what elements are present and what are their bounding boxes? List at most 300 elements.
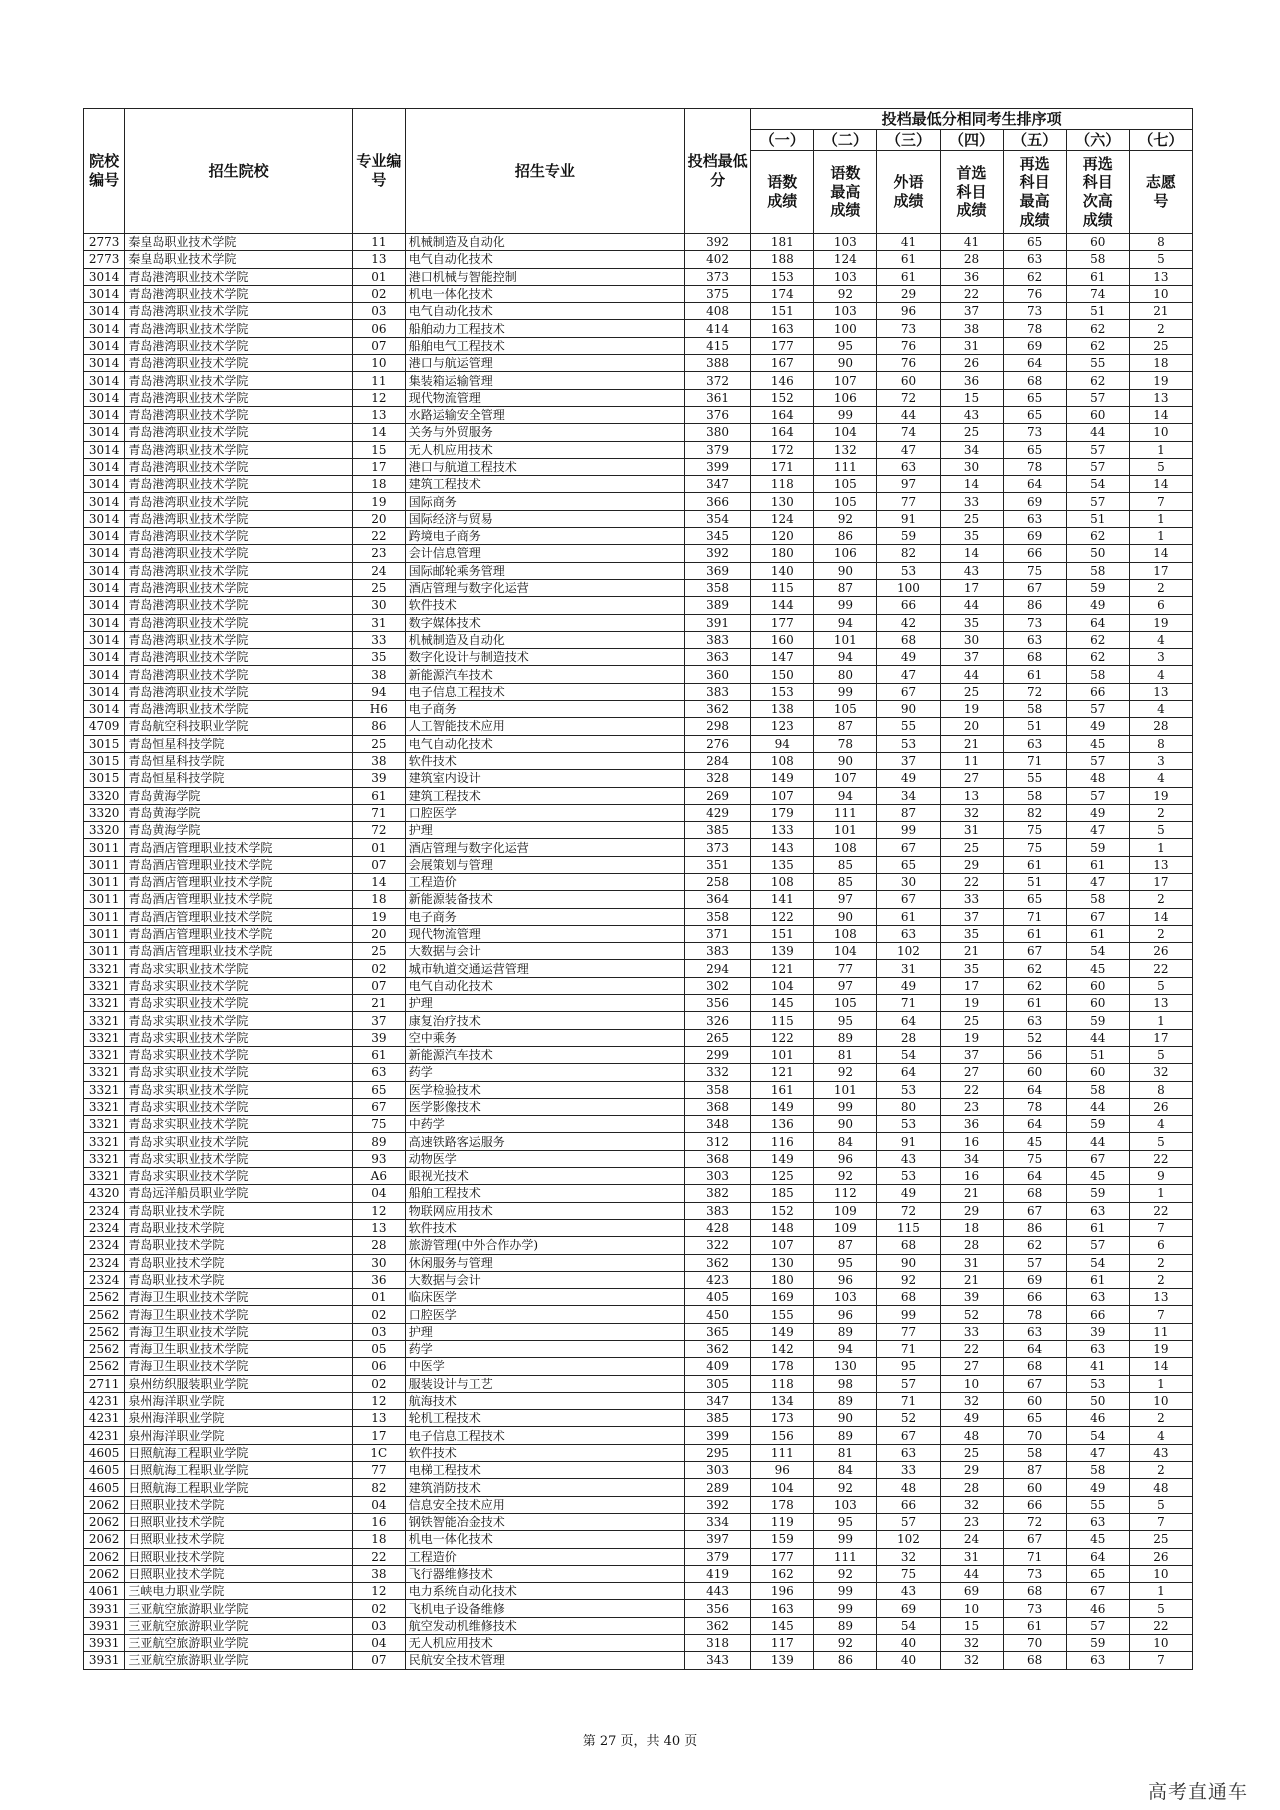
table-cell: 159: [751, 1531, 814, 1548]
table-cell: 机电一体化技术: [405, 1531, 684, 1548]
table-cell: 44: [877, 406, 940, 423]
table-cell: 419: [685, 1565, 751, 1582]
table-cell: 10: [352, 355, 405, 372]
table-cell: 99: [814, 1583, 877, 1600]
table-cell: 63: [1003, 251, 1066, 268]
table-cell: 20: [352, 925, 405, 942]
table-cell: 75: [1003, 562, 1066, 579]
table-cell: 96: [814, 1271, 877, 1288]
table-cell: 青岛港湾职业技术学院: [125, 441, 353, 458]
table-cell: 01: [352, 1289, 405, 1306]
table-cell: 58: [1066, 562, 1129, 579]
table-cell: 105: [814, 701, 877, 718]
table-cell: 64: [1003, 1341, 1066, 1358]
table-cell: 日照职业技术学院: [125, 1513, 353, 1530]
table-cell: 67: [1066, 908, 1129, 925]
table-cell: 54: [877, 1046, 940, 1063]
table-cell: 22: [1129, 1202, 1192, 1219]
table-cell: 63: [1066, 1652, 1129, 1669]
table-cell: 高速铁路客运服务: [405, 1133, 684, 1150]
table-cell: 49: [1066, 804, 1129, 821]
table-cell: 青岛求实职业技术学院: [125, 1150, 353, 1167]
table-cell: 36: [940, 268, 1003, 285]
table-cell: 19: [940, 1029, 1003, 1046]
table-cell: 53: [877, 562, 940, 579]
table-cell: 328: [685, 770, 751, 787]
table-cell: 62: [1003, 1237, 1066, 1254]
table-cell: 电子信息工程技术: [405, 683, 684, 700]
table-cell: 11: [1129, 1323, 1192, 1340]
table-cell: 60: [1066, 1064, 1129, 1081]
table-cell: 软件技术: [405, 1219, 684, 1236]
table-cell: 104: [814, 943, 877, 960]
table-cell: 383: [685, 943, 751, 960]
table-cell: 71: [1003, 752, 1066, 769]
table-cell: 72: [1003, 1513, 1066, 1530]
table-cell: 169: [751, 1289, 814, 1306]
table-cell: 72: [877, 1202, 940, 1219]
table-cell: 289: [685, 1479, 751, 1496]
table-cell: 58: [1003, 1444, 1066, 1461]
table-row: [84, 735, 1193, 752]
table-cell: 17: [1129, 873, 1192, 890]
table-row: [84, 1479, 1193, 1496]
table-cell: 青岛酒店管理职业技术学院: [125, 856, 353, 873]
table-cell: 1: [1129, 1375, 1192, 1392]
table-cell: 青岛港湾职业技术学院: [125, 406, 353, 423]
table-row: [84, 1133, 1193, 1150]
table-cell: 48: [877, 1479, 940, 1496]
table-cell: 护理: [405, 995, 684, 1012]
table-cell: 75: [877, 1565, 940, 1582]
table-row: [84, 1375, 1193, 1392]
table-cell: 89: [814, 1617, 877, 1634]
table-cell: 86: [1003, 1219, 1066, 1236]
table-cell: 19: [940, 995, 1003, 1012]
table-cell: 46: [1066, 1410, 1129, 1427]
table-cell: 日照航海工程职业学院: [125, 1444, 353, 1461]
table-cell: 322: [685, 1237, 751, 1254]
table-cell: 57: [877, 1375, 940, 1392]
table-row: [84, 1046, 1193, 1063]
table-cell: 3931: [84, 1635, 125, 1652]
table-cell: 3011: [84, 891, 125, 908]
table-cell: 服装设计与工艺: [405, 1375, 684, 1392]
table-cell: 98: [814, 1375, 877, 1392]
table-cell: 95: [814, 1012, 877, 1029]
table-cell: 67: [1066, 1150, 1129, 1167]
table-cell: 108: [751, 752, 814, 769]
table-body: [84, 234, 1193, 1670]
table-cell: 391: [685, 614, 751, 631]
table-cell: 61: [1066, 1271, 1129, 1288]
table-cell: 161: [751, 1081, 814, 1098]
table-cell: 69: [1003, 528, 1066, 545]
table-cell: 92: [877, 1271, 940, 1288]
table-cell: 3321: [84, 1116, 125, 1133]
table-cell: 25: [352, 735, 405, 752]
table-cell: 69: [940, 1583, 1003, 1600]
table-cell: 28: [940, 251, 1003, 268]
table-cell: 航空发动机维修技术: [405, 1617, 684, 1634]
table-cell: 青岛港湾职业技术学院: [125, 337, 353, 354]
table-row: [84, 251, 1193, 268]
table-cell: 53: [1066, 1375, 1129, 1392]
table-cell: 14: [940, 476, 1003, 493]
table-cell: 02: [352, 1375, 405, 1392]
table-cell: 21: [1129, 303, 1192, 320]
table-cell: 162: [751, 1565, 814, 1582]
table-cell: 13: [940, 787, 1003, 804]
table-row: [84, 1254, 1193, 1271]
table-cell: 103: [814, 303, 877, 320]
table-cell: 177: [751, 1548, 814, 1565]
table-cell: 4061: [84, 1583, 125, 1600]
table-cell: 3321: [84, 1046, 125, 1063]
table-cell: 3015: [84, 752, 125, 769]
table-cell: 57: [1003, 1254, 1066, 1271]
table-cell: 21: [940, 735, 1003, 752]
table-cell: 3014: [84, 372, 125, 389]
table-cell: 67: [1066, 1583, 1129, 1600]
table-cell: 护理: [405, 1323, 684, 1340]
header-sub-num: （四）: [940, 130, 1003, 151]
table-cell: 57: [1066, 1617, 1129, 1634]
table-cell: 298: [685, 718, 751, 735]
table-row: [84, 1548, 1193, 1565]
table-cell: 25: [940, 424, 1003, 441]
table-cell: 429: [685, 804, 751, 821]
table-cell: 348: [685, 1116, 751, 1133]
table-cell: 飞行器维修技术: [405, 1565, 684, 1582]
table-cell: 143: [751, 839, 814, 856]
table-cell: 02: [352, 1600, 405, 1617]
table-cell: 86: [1003, 597, 1066, 614]
table-cell: 会计信息管理: [405, 545, 684, 562]
table-cell: 96: [877, 303, 940, 320]
table-cell: 22: [940, 285, 1003, 302]
table-cell: 80: [814, 666, 877, 683]
header-sub-label: 外语成绩: [877, 151, 940, 234]
table-row: [84, 977, 1193, 994]
table-cell: 01: [352, 268, 405, 285]
header-sub-label: 首选科目成绩: [940, 151, 1003, 234]
table-cell: 青岛黄海学院: [125, 804, 353, 821]
table-cell: 379: [685, 1548, 751, 1565]
table-row: [84, 873, 1193, 890]
table-cell: 177: [751, 337, 814, 354]
table-cell: 37: [877, 752, 940, 769]
table-cell: 3931: [84, 1617, 125, 1634]
table-cell: 64: [1003, 1168, 1066, 1185]
table-cell: 51: [1003, 718, 1066, 735]
table-cell: 40: [877, 1635, 940, 1652]
table-cell: 44: [940, 1565, 1003, 1582]
table-cell: 361: [685, 389, 751, 406]
table-cell: 77: [814, 960, 877, 977]
table-cell: 68: [1003, 1652, 1066, 1669]
table-cell: 117: [751, 1635, 814, 1652]
table-cell: 94: [814, 649, 877, 666]
table-cell: 28: [352, 1237, 405, 1254]
table-cell: 5: [1129, 977, 1192, 994]
table-cell: 185: [751, 1185, 814, 1202]
table-cell: 65: [1003, 389, 1066, 406]
table-cell: 青岛港湾职业技术学院: [125, 614, 353, 631]
table-cell: 139: [751, 943, 814, 960]
table-cell: 65: [1003, 1410, 1066, 1427]
table-cell: 28: [940, 1479, 1003, 1496]
table-cell: 61: [1003, 925, 1066, 942]
table-cell: 4605: [84, 1462, 125, 1479]
table-cell: 67: [877, 1427, 940, 1444]
table-cell: 90: [814, 752, 877, 769]
table-cell: 409: [685, 1358, 751, 1375]
table-cell: 99: [814, 597, 877, 614]
table-cell: 航海技术: [405, 1392, 684, 1409]
table-cell: 415: [685, 337, 751, 354]
table-cell: 3321: [84, 1150, 125, 1167]
table-cell: 75: [1003, 839, 1066, 856]
table-cell: 青岛恒星科技学院: [125, 770, 353, 787]
table-cell: 41: [1066, 1358, 1129, 1375]
table-cell: 39: [940, 1289, 1003, 1306]
table-cell: 180: [751, 545, 814, 562]
table-cell: 73: [877, 320, 940, 337]
table-row: [84, 1531, 1193, 1548]
table-cell: 7: [1129, 1652, 1192, 1669]
table-cell: 日照航海工程职业学院: [125, 1462, 353, 1479]
table-cell: 3014: [84, 562, 125, 579]
table-cell: 142: [751, 1341, 814, 1358]
table-cell: 389: [685, 597, 751, 614]
table-cell: 100: [877, 579, 940, 596]
table-cell: 43: [877, 1583, 940, 1600]
table-cell: 电子商务: [405, 701, 684, 718]
table-cell: 青岛职业技术学院: [125, 1271, 353, 1288]
table-cell: 120: [751, 528, 814, 545]
table-cell: 集装箱运输管理: [405, 372, 684, 389]
table-row: [84, 1271, 1193, 1288]
table-cell: 58: [1066, 891, 1129, 908]
table-cell: 81: [814, 1444, 877, 1461]
table-cell: 旅游管理(中外合作办学): [405, 1237, 684, 1254]
table-cell: 3320: [84, 822, 125, 839]
table-cell: 青岛港湾职业技术学院: [125, 597, 353, 614]
table-cell: 三峡电力职业学院: [125, 1583, 353, 1600]
table-cell: 现代物流管理: [405, 389, 684, 406]
table-row: [84, 995, 1193, 1012]
table-cell: 178: [751, 1358, 814, 1375]
table-cell: 秦皇岛职业技术学院: [125, 234, 353, 251]
table-cell: 29: [940, 856, 1003, 873]
table-cell: 建筑工程技术: [405, 476, 684, 493]
table-cell: 63: [1003, 735, 1066, 752]
table-cell: 358: [685, 908, 751, 925]
table-cell: 121: [751, 960, 814, 977]
table-cell: 64: [1066, 614, 1129, 631]
table-row: [84, 891, 1193, 908]
table-cell: 3014: [84, 424, 125, 441]
table-cell: 399: [685, 1427, 751, 1444]
table-cell: 385: [685, 822, 751, 839]
table-cell: 19: [352, 493, 405, 510]
table-cell: 71: [877, 995, 940, 1012]
table-cell: 73: [1003, 1600, 1066, 1617]
table-cell: 3014: [84, 337, 125, 354]
table-cell: 111: [814, 804, 877, 821]
header-tiebreak-group: 投档最低分相同考生排序项: [751, 109, 1193, 130]
table-cell: 388: [685, 355, 751, 372]
table-cell: 76: [877, 355, 940, 372]
table-cell: 53: [877, 1081, 940, 1098]
table-cell: 59: [1066, 1635, 1129, 1652]
table-cell: 27: [940, 1064, 1003, 1081]
table-cell: 2: [1129, 579, 1192, 596]
table-cell: 23: [940, 1098, 1003, 1115]
table-row: [84, 1652, 1193, 1669]
table-cell: 93: [352, 1150, 405, 1167]
table-row: [84, 1219, 1193, 1236]
table-cell: 07: [352, 1652, 405, 1669]
table-cell: 16: [940, 1168, 1003, 1185]
table-cell: 100: [814, 320, 877, 337]
table-cell: 171: [751, 458, 814, 475]
table-cell: 65: [1003, 406, 1066, 423]
table-cell: 49: [877, 649, 940, 666]
header-sub-label: 志愿号: [1129, 151, 1192, 234]
table-cell: 青岛航空科技职业学院: [125, 718, 353, 735]
table-cell: 66: [877, 1496, 940, 1513]
table-cell: 356: [685, 1600, 751, 1617]
table-cell: 84: [814, 1133, 877, 1150]
table-cell: 眼视光技术: [405, 1168, 684, 1185]
table-cell: 87: [1003, 1462, 1066, 1479]
table-cell: 青岛酒店管理职业技术学院: [125, 873, 353, 890]
table-cell: 青海卫生职业技术学院: [125, 1323, 353, 1340]
table-cell: 60: [1066, 995, 1129, 1012]
table-cell: 3321: [84, 977, 125, 994]
table-row: [84, 597, 1193, 614]
table-cell: 1C: [352, 1444, 405, 1461]
table-cell: 376: [685, 406, 751, 423]
table-cell: 90: [814, 908, 877, 925]
table-cell: 药学: [405, 1341, 684, 1358]
table-cell: 27: [940, 1358, 1003, 1375]
table-cell: 63: [1003, 510, 1066, 527]
table-cell: 青岛港湾职业技术学院: [125, 701, 353, 718]
table-cell: 60: [877, 372, 940, 389]
table-row: [84, 1358, 1193, 1375]
table-cell: 电子商务: [405, 908, 684, 925]
table-cell: 108: [814, 925, 877, 942]
table-cell: 无人机应用技术: [405, 441, 684, 458]
table-cell: 21: [940, 1271, 1003, 1288]
table-cell: 14: [1129, 476, 1192, 493]
table-row: [84, 337, 1193, 354]
table-cell: 104: [814, 424, 877, 441]
table-cell: 87: [877, 804, 940, 821]
table-cell: 140: [751, 562, 814, 579]
table-cell: 177: [751, 614, 814, 631]
table-cell: 365: [685, 1323, 751, 1340]
table-cell: 47: [877, 441, 940, 458]
table-cell: 71: [1003, 908, 1066, 925]
table-cell: 2562: [84, 1306, 125, 1323]
table-cell: 312: [685, 1133, 751, 1150]
table-cell: 42: [877, 614, 940, 631]
table-cell: 72: [352, 822, 405, 839]
table-cell: 94: [814, 1341, 877, 1358]
table-cell: 96: [814, 1150, 877, 1167]
table-cell: 3321: [84, 1098, 125, 1115]
table-cell: 13: [1129, 683, 1192, 700]
table-cell: 67: [1003, 943, 1066, 960]
table-cell: 59: [1066, 579, 1129, 596]
table-cell: 28: [940, 1237, 1003, 1254]
table-cell: 402: [685, 251, 751, 268]
table-cell: 63: [1003, 1012, 1066, 1029]
table-cell: 62: [1003, 960, 1066, 977]
table-cell: 60: [1066, 234, 1129, 251]
table-cell: 37: [352, 1012, 405, 1029]
table-cell: 99: [814, 406, 877, 423]
table-row: [84, 528, 1193, 545]
table-cell: 建筑消防技术: [405, 1479, 684, 1496]
table-cell: 179: [751, 804, 814, 821]
table-cell: 1: [1129, 1012, 1192, 1029]
table-cell: 10: [1129, 424, 1192, 441]
table-cell: 2: [1129, 1462, 1192, 1479]
table-cell: 392: [685, 1496, 751, 1513]
table-cell: 149: [751, 770, 814, 787]
table-cell: 61: [877, 251, 940, 268]
table-cell: 关务与外贸服务: [405, 424, 684, 441]
table-cell: 43: [877, 1150, 940, 1167]
table-cell: 92: [814, 1064, 877, 1081]
table-cell: 3: [1129, 649, 1192, 666]
table-cell: 青岛恒星科技学院: [125, 752, 353, 769]
table-cell: 372: [685, 372, 751, 389]
table-cell: 134: [751, 1392, 814, 1409]
table-cell: 382: [685, 1185, 751, 1202]
table-row: [84, 1306, 1193, 1323]
table-row: [84, 1202, 1193, 1219]
table-cell: 123: [751, 718, 814, 735]
table-cell: 97: [814, 977, 877, 994]
table-row: [84, 389, 1193, 406]
table-cell: 船舶电气工程技术: [405, 337, 684, 354]
header-sub-label: 再选科目次高成绩: [1066, 151, 1129, 234]
table-cell: 43: [940, 562, 1003, 579]
table-cell: 3014: [84, 666, 125, 683]
table-cell: 153: [751, 683, 814, 700]
table-cell: 99: [814, 1600, 877, 1617]
table-cell: 51: [1066, 1046, 1129, 1063]
table-cell: 78: [1003, 320, 1066, 337]
table-cell: 52: [1003, 1029, 1066, 1046]
table-cell: 96: [814, 1306, 877, 1323]
table-cell: 383: [685, 631, 751, 648]
table-cell: 医学影像技术: [405, 1098, 684, 1115]
table-cell: 103: [814, 234, 877, 251]
table-cell: 23: [352, 545, 405, 562]
table-cell: 22: [1129, 960, 1192, 977]
table-cell: 青岛港湾职业技术学院: [125, 683, 353, 700]
table-cell: 5: [1129, 822, 1192, 839]
table-cell: 48: [940, 1427, 1003, 1444]
table-cell: 124: [814, 251, 877, 268]
